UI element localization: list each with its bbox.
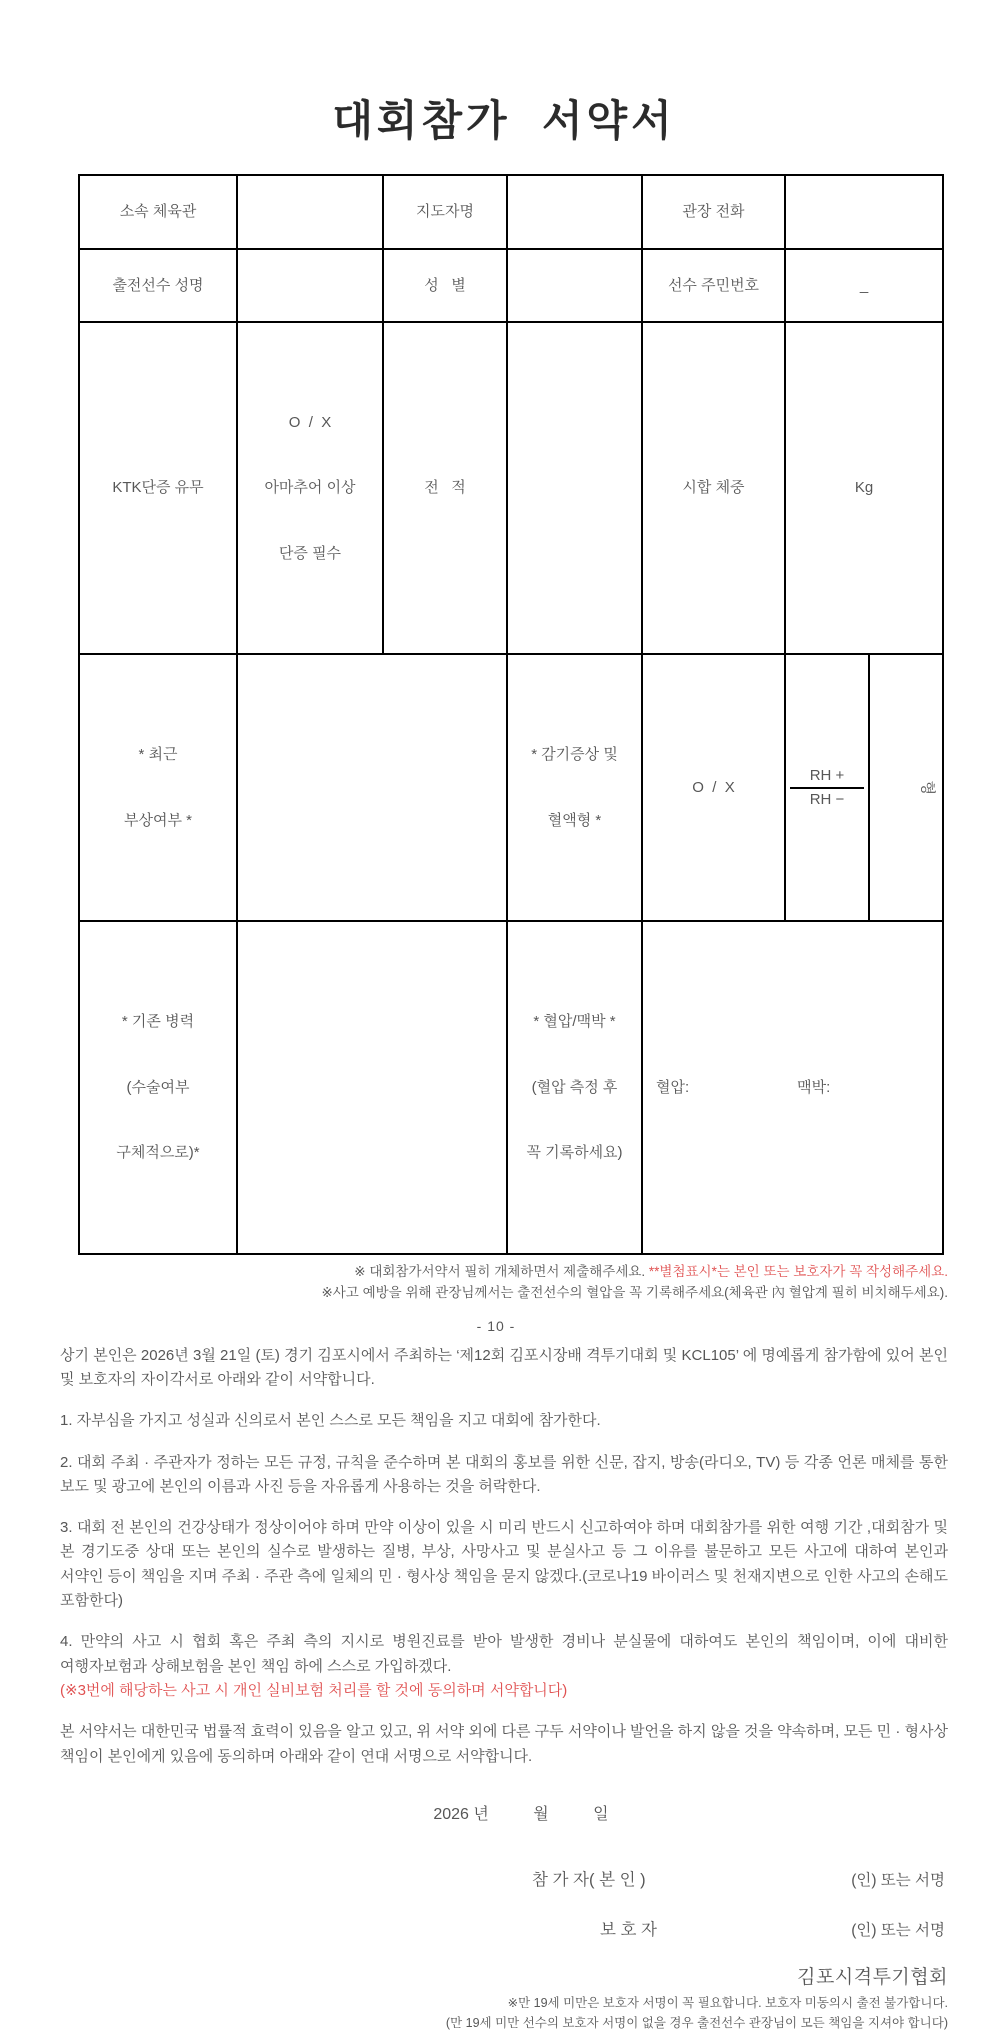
pledge-clause-4-red-note: (※3번에 해당하는 사고 시 개인 실비보험 처리를 할 것에 동의하며 서약합니다) xyxy=(60,1681,568,1699)
form-table xyxy=(78,174,944,1255)
field-rh-select xyxy=(785,654,869,921)
signature-date-line: 2026 년 월 일 xyxy=(433,1805,609,1823)
footnote-minor-2: (만 19세 미만 선수의 보호자 서명이 없을 경우 출전선수 관장님이 모든 책임을 지셔야 합니다) xyxy=(445,2015,948,2030)
recent-injury-line1: * 최근 xyxy=(138,746,178,764)
field-bp-pulse-values xyxy=(642,921,943,1253)
label-cold-bloodtype xyxy=(507,654,642,921)
ktk-note-line2: 단증 필수 xyxy=(278,544,342,562)
field-athlete-name-value xyxy=(237,249,383,322)
guardian-label: 보 호 자 xyxy=(600,1920,657,1939)
medical-history-line3: 구체적으로)* xyxy=(116,1143,200,1161)
label-medical-history xyxy=(79,921,237,1253)
pledge-clause-1: 1. 자부심을 가지고 성실과 신의로서 본인 스스로 모든 책임을 지고 대회에 참가한다. xyxy=(60,1412,601,1430)
field-medical-history-value xyxy=(237,921,507,1253)
label-recent-injury xyxy=(79,654,237,921)
pledge-clause-2: 2. 대회 주최 · 주관자가 정하는 모든 규정, 규칙을 준수하며 본 대회의 홍보를 위한 신문, 잡지, 방송(라디오, TV) 등 각종 언론 매체를 통한 보도 및 광고에 본인의 이름과 사진 등을 자유롭게 사용하는 것을 허락한다. xyxy=(60,1453,948,1495)
label-athlete-name: 출전선수 성명 xyxy=(79,249,237,322)
label-gym: 소속 체육관 xyxy=(79,175,237,249)
rh-minus-option: RH − xyxy=(809,790,845,808)
cold-bloodtype-line1: * 감기증상 및 xyxy=(531,746,618,764)
table-row xyxy=(79,654,943,921)
participant-label: 참 가 자( 본 인 ) xyxy=(532,1870,646,1889)
bp-pulse-line2: (혈압 측정 후 xyxy=(531,1078,618,1096)
recent-injury-line2: 부상여부 * xyxy=(124,811,192,829)
field-cold-ox: O / X xyxy=(642,654,785,921)
signature-row-guardian xyxy=(60,1916,948,1940)
pledge-body xyxy=(60,1344,948,1769)
cold-bloodtype-line2: 혈액형 * xyxy=(547,811,602,829)
pledge-clause-3: 3. 대회 전 본인의 건강상태가 정상이어야 하며 만약 이상이 있을 시 미리 반드시 신고하여야 하며 대회참가를 위한 여행 기간 ,대회참가 및 본 경기도중 상대 또는 본인의 실수로 발생하는 질병, 부상, 사망사고 및 분실사고 등 그 이유를 불문하고 모든 사고에 대하여 본인과 서약인 등이 책임을 지며 주최 · 주관 측에 일체의 민 · 형사상 책임을 묻지 않겠다.(코로나19 바이러스 및 천재지변으로 인한 사고의 손해도 포함한다) xyxy=(60,1519,948,1610)
blood-type-char: 형 xyxy=(918,780,936,795)
signature-footnotes xyxy=(60,1993,948,2033)
pulse-label: 맥박: xyxy=(797,1078,831,1096)
label-record: 전 적 xyxy=(383,322,507,654)
footnote-minor-1: ※만 19세 미만은 보호자 서명이 꼭 필요합니다. 보호자 미동의시 출전 불가합니다. xyxy=(507,1995,948,2010)
rh-plus-option: RH + xyxy=(790,765,864,789)
table-row xyxy=(79,921,943,1253)
label-resident-number: 선수 주민번호 xyxy=(642,249,785,322)
label-ktk-cert: KTK단증 유무 xyxy=(79,322,237,654)
label-bp-pulse xyxy=(507,921,642,1253)
label-gender: 성 별 xyxy=(383,249,507,322)
field-coach-name-value xyxy=(507,175,642,249)
label-weight: 시합 체중 xyxy=(642,322,785,654)
bp-label: 혈압: xyxy=(656,1078,690,1096)
association-name: 김포시격투기협회 xyxy=(797,1966,948,1988)
guardian-seal-label: (인) 또는 서명 xyxy=(851,1921,945,1939)
table-note-1-black: ※ 대회참가서약서 필히 개체하면서 제출해주세요. xyxy=(354,1263,649,1279)
pledge-intro: 상기 본인은 2026년 3월 21일 (토) 경기 김포시에서 주최하는 ‘제12회 김포시장배 격투기대회 및 KCL105’ 에 명예롭게 참가함에 있어 본인 및 보호자의 자이각서로 아래와 같이 서약합니다. xyxy=(60,1346,948,1388)
table-note-1-red: **별첨표시*는 본인 또는 보호자가 꼭 작성해주세요. xyxy=(648,1263,948,1279)
medical-history-line2: (수술여부 xyxy=(126,1078,190,1096)
pledge-closing: 본 서약서는 대한민국 법률적 효력이 있음을 알고 있고, 위 서약 외에 다른 구두 서약이나 발언을 하지 않을 것을 약속하며, 모든 민 · 형사상 책임이 본인에게 있음에 동의하며 아래와 같이 연대 서명으로 서약합니다. xyxy=(60,1723,948,1765)
field-gender-value xyxy=(507,249,642,322)
label-master-phone: 관장 전화 xyxy=(642,175,785,249)
participant-seal-label: (인) 또는 서명 xyxy=(851,1871,945,1889)
field-record-value xyxy=(507,322,642,654)
table-row xyxy=(79,322,943,654)
field-ktk-cert-value xyxy=(237,322,383,654)
table-row xyxy=(79,175,943,249)
table-notes xyxy=(60,1261,948,1304)
table-note-2: ※사고 예방을 위해 관장님께서는 출전선수의 혈압을 꼭 기록해주세요(체육관 內 혈압계 필히 비치해두세요). xyxy=(321,1285,948,1301)
ktk-note-line1: 아마추어 이상 xyxy=(264,479,356,497)
bp-pulse-line3: 꼭 기록하세요) xyxy=(526,1143,623,1161)
field-blood-type-suffix xyxy=(869,654,943,921)
page-number: - 10 - xyxy=(476,1318,516,1334)
field-weight-value: Kg xyxy=(785,322,943,654)
field-resident-number-value: _ xyxy=(785,249,943,322)
table-row xyxy=(79,249,943,322)
ktk-ox-text: O / X xyxy=(288,414,332,431)
bp-pulse-line1: * 혈압/맥박 * xyxy=(533,1013,616,1031)
medical-history-line1: * 기존 병력 xyxy=(121,1013,195,1031)
pledge-clause-4: 4. 만약의 사고 시 협회 혹은 주최 측의 지시로 병원진료를 받아 발생한 경비나 분실물에 대하여도 본인의 책임이며, 이에 대비한 여행자보험과 상해보험을 본인 책임 하에 스스로 가입하겠다. xyxy=(60,1633,948,1675)
signature-row-participant xyxy=(60,1866,948,1890)
field-gym-value xyxy=(237,175,383,249)
table-note-1 xyxy=(60,1261,948,1283)
page-title: 대회참가 서약서 xyxy=(332,97,676,144)
field-recent-injury-value xyxy=(237,654,507,921)
label-coach-name: 지도자명 xyxy=(383,175,507,249)
field-master-phone-value xyxy=(785,175,943,249)
